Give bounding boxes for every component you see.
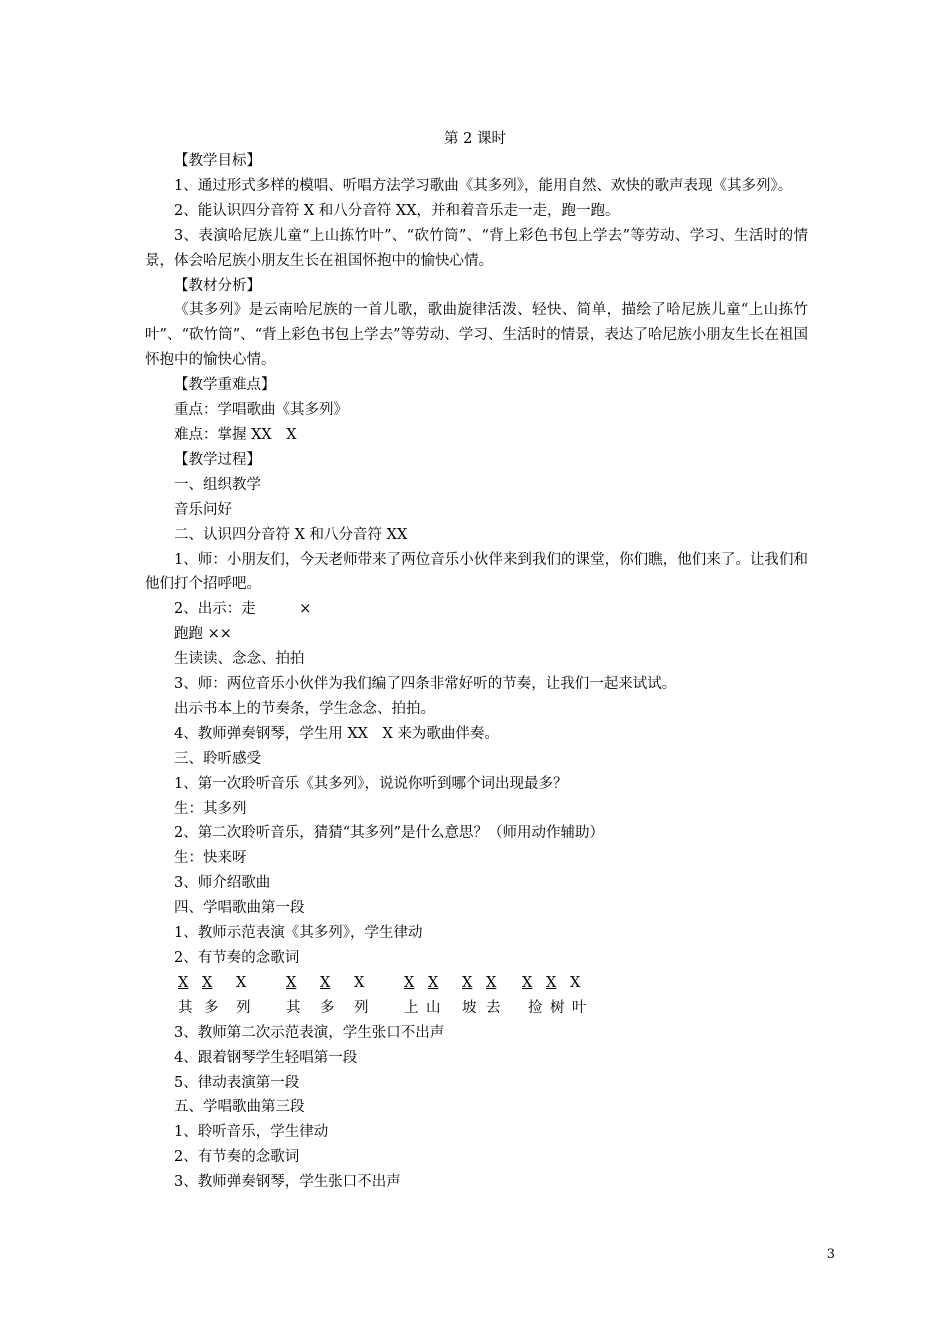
lyric-char: 其 bbox=[178, 999, 193, 1016]
rhythm-note: X bbox=[404, 974, 415, 991]
section-heading-objectives: 【教学目标】 bbox=[174, 153, 261, 169]
section-heading-process: 【教学过程】 bbox=[174, 451, 261, 468]
lyric-char: 树 bbox=[550, 999, 565, 1016]
paragraph: 2、第二次聆听音乐，猜猜“其多列”是什么意思？（师用动作辅助） bbox=[174, 825, 605, 842]
paragraph: 1、教师示范表演《其多列》，学生律动 bbox=[174, 925, 423, 942]
paragraph: 二、认识四分音符 X 和八分音符 XX bbox=[174, 526, 408, 543]
paragraph: 3、师介绍歌曲 bbox=[174, 875, 271, 892]
rhythm-note: X bbox=[202, 974, 213, 991]
paragraph: 五、学唱歌曲第三段 bbox=[174, 1099, 305, 1116]
rhythm-note: X bbox=[236, 974, 247, 991]
rhythm-note: X bbox=[354, 974, 365, 991]
lyric-char: 叶 bbox=[572, 999, 587, 1016]
section-heading-key-points: 【教学重难点】 bbox=[174, 377, 276, 394]
lyric-char: 多 bbox=[204, 999, 219, 1016]
lyric-char: 捡 bbox=[528, 999, 543, 1016]
paragraph: 1、师：小朋友们，今天老师带来了两位音乐小伙伴来到我们的课堂，你们瞧，他们来了。让我们和他们打个招呼吧。 bbox=[145, 551, 808, 593]
paragraph: 4、教师弹奏钢琴，学生用 XX X 来为歌曲伴奏。 bbox=[174, 725, 499, 742]
paragraph: 2、能认识四分音符 X 和八分音符 XX，并和着音乐走一走，跑一跑。 bbox=[174, 202, 620, 219]
paragraph: 《其多列》是云南哈尼族的一首儿歌，歌曲旋律活泼、轻快、简单，描绘了哈尼族儿童“上山拣竹叶”、“砍竹筒”、“背上彩色书包上学去”等劳动、学习、生活时的情景，表达了哈尼族小朋友生长在祖国怀抱中的愉快心情。 bbox=[145, 302, 808, 369]
paragraph: 2、有节奏的念歌词 bbox=[174, 950, 300, 966]
paragraph: 2、出示：走 × bbox=[174, 601, 312, 618]
lyric-char: 多 bbox=[320, 999, 335, 1016]
lyric-char: 列 bbox=[354, 999, 369, 1016]
paragraph: 3、师：两位音乐小伙伴为我们编了四条非常好听的节奏，让我们一起来试试。 bbox=[174, 676, 677, 693]
paragraph: 生：其多列 bbox=[174, 800, 247, 817]
page-title: 第 2 课时 bbox=[444, 131, 506, 147]
paragraph: 音乐问好 bbox=[174, 501, 232, 518]
paragraph: 难点：掌握 XX X bbox=[174, 426, 297, 443]
rhythm-note: X bbox=[428, 974, 439, 991]
rhythm-note: X bbox=[286, 974, 297, 991]
lyric-char: 坡 bbox=[462, 999, 477, 1016]
paragraph: 1、聆听音乐，学生律动 bbox=[174, 1124, 329, 1141]
document-body bbox=[145, 149, 808, 1195]
lyrics-line bbox=[174, 996, 808, 1021]
rhythm-note: X bbox=[522, 974, 533, 991]
paragraph: 3、教师第二次示范表演，学生张口不出声 bbox=[174, 1024, 445, 1041]
paragraph: 生读读、念念、拍拍 bbox=[174, 651, 305, 668]
lyric-char: 列 bbox=[236, 999, 251, 1016]
paragraph: 2、有节奏的念歌词 bbox=[174, 1149, 300, 1166]
lyric-char: 其 bbox=[286, 999, 301, 1016]
section-heading-material: 【教材分析】 bbox=[174, 277, 261, 294]
rhythm-note: X bbox=[486, 974, 497, 991]
paragraph: 一、组织教学 bbox=[174, 476, 261, 493]
rhythm-line bbox=[174, 971, 808, 996]
paragraph: 重点：学唱歌曲《其多列》 bbox=[174, 402, 348, 419]
paragraph: 1、通过形式多样的模唱、听唱方法学习歌曲《其多列》，能用自然、欢快的歌声表现《其多列》。 bbox=[174, 177, 793, 194]
rhythm-note: X bbox=[320, 974, 331, 991]
paragraph: 3、教师弹奏钢琴，学生张口不出声 bbox=[174, 1174, 401, 1191]
paragraph: 跑跑 ×× bbox=[174, 626, 232, 643]
paragraph: 生：快来呀 bbox=[174, 850, 247, 867]
paragraph: 5、律动表演第一段 bbox=[174, 1074, 300, 1091]
lyric-char: 山 bbox=[426, 999, 441, 1016]
rhythm-note: X bbox=[178, 974, 189, 991]
rhythm-note: X bbox=[570, 974, 581, 991]
lyric-char: 去 bbox=[486, 999, 501, 1016]
paragraph: 4、跟着钢琴学生轻唱第一段 bbox=[174, 1049, 358, 1066]
rhythm-note: X bbox=[462, 974, 473, 991]
paragraph: 3、表演哈尼族儿童“上山拣竹叶”、“砍竹筒”、“背上彩色书包上学去”等劳动、学习、生活时的情景，体会哈尼族小朋友生长在祖国怀抱中的愉快心情。 bbox=[145, 227, 808, 269]
paragraph: 四、学唱歌曲第一段 bbox=[174, 900, 305, 917]
paragraph: 1、第一次聆听音乐《其多列》，说说你听到哪个词出现最多？ bbox=[174, 775, 568, 792]
rhythm-note: X bbox=[546, 974, 557, 991]
paragraph: 出示书本上的节奏条，学生念念、拍拍。 bbox=[174, 700, 435, 717]
page-number: 3 bbox=[826, 1247, 835, 1262]
lyric-char: 上 bbox=[404, 999, 419, 1016]
paragraph: 三、聆听感受 bbox=[174, 750, 261, 767]
